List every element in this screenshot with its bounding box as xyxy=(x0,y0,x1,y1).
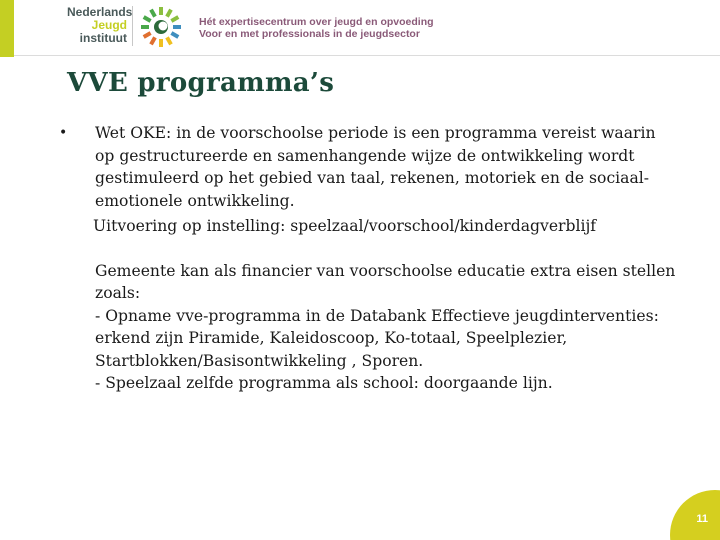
gemeente-item-1: - Opname vve-programma in de Databank Effectieve jeugdinterventies: erkend zijn Piramide, Kaleidoscoop, Ko-totaal, Speelplezier, Startblokken/Basisontwikkeling , Sporen. xyxy=(95,306,659,370)
uitvoering-paragraph xyxy=(59,215,679,238)
gemeente-item-2: - Speelzaal zelfde programma als school: doorgaande lijn. xyxy=(95,374,553,392)
logo-line-3: instituut xyxy=(79,31,127,45)
gemeente-intro: Gemeente kan als financier van voorschoolse educatie extra eisen stellen zoals: xyxy=(95,261,676,302)
header-divider xyxy=(14,55,720,56)
logo-divider xyxy=(132,6,133,46)
tagline-line-1: Hét expertisecentrum over jeugd en opvoeding xyxy=(199,16,434,28)
slide-body xyxy=(59,122,679,395)
nji-logo-icon xyxy=(138,5,184,49)
bullet-item xyxy=(59,122,679,212)
bullet-text: Wet OKE: in de voorschoolse periode is een programma vereist waarin op gestructureerde en samenhangende wijze de ontwikkeling wordt gestimuleerd op het gebied van taal, rekenen, motoriek en de sociaal-emotionele ontwikkeling. xyxy=(95,124,656,210)
logo-wordmark xyxy=(67,5,133,45)
bullet-icon: • xyxy=(59,125,68,141)
page-number-badge xyxy=(670,490,720,540)
header-accent-bar xyxy=(0,0,14,57)
gemeente-paragraph xyxy=(59,260,679,395)
spacer xyxy=(59,238,679,260)
logo-line-1: Nederlands xyxy=(67,5,133,19)
header-tagline xyxy=(199,16,434,40)
page-number: 11 xyxy=(696,513,708,525)
slide-title: VVE programma’s xyxy=(67,68,335,98)
logo-line-2: Jeugd xyxy=(91,18,127,32)
uitvoering-text: Uitvoering op instelling: speelzaal/voorschool/kinderdagverblijf xyxy=(93,217,597,235)
tagline-line-2: Voor en met professionals in de jeugdsector xyxy=(199,28,420,40)
